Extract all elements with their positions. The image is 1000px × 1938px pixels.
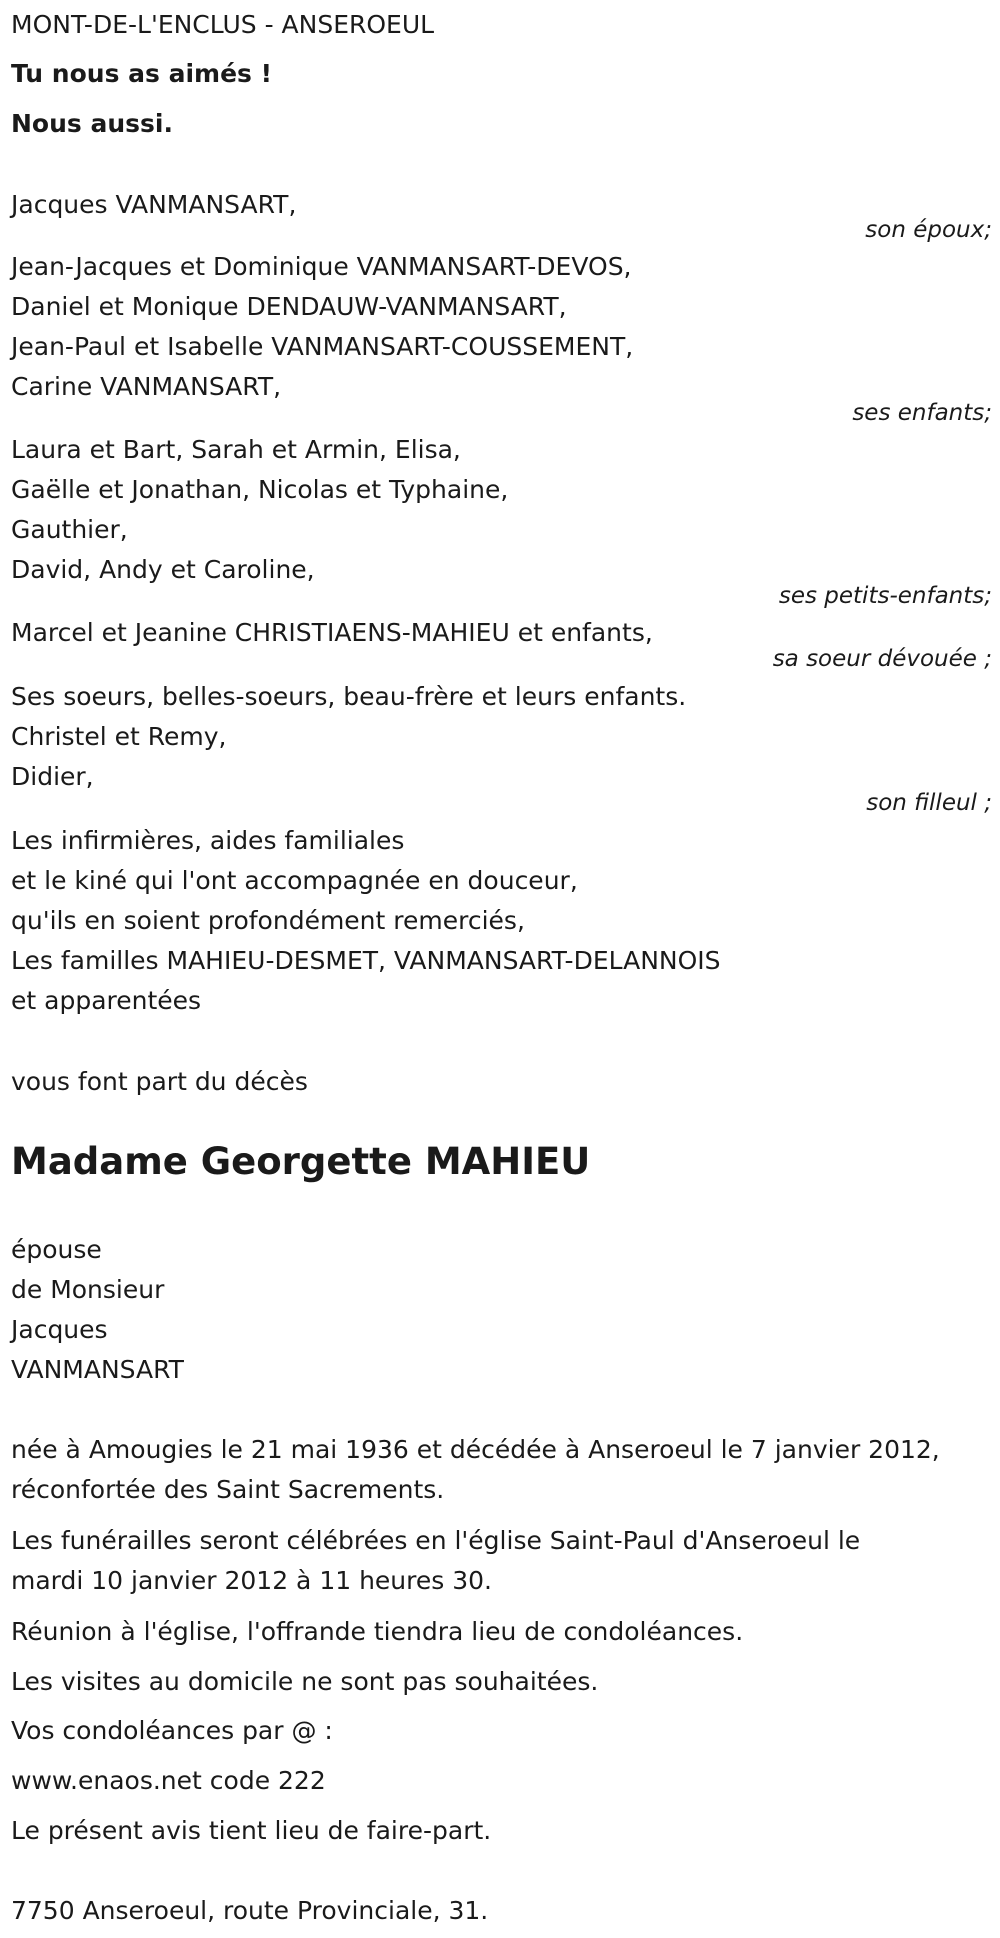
others-line: et le kiné qui l'ont accompagnée en douceur, (11, 866, 578, 895)
birth-death-line: née à Amougies le 21 mai 1936 et décédée à Anseroeul le 7 janvier 2012, (11, 1435, 940, 1464)
location-header: MONT-DE-L'ENCLUS - ANSEROEUL (11, 10, 435, 39)
condolences-label: Vos condoléances par @ : (11, 1716, 333, 1745)
announcement-text: vous font part du décès (11, 1067, 308, 1096)
spouse-of-line: Jacques (11, 1315, 108, 1344)
spouse-of-line: épouse (11, 1235, 102, 1264)
spouse-name: Jacques VANMANSART, (11, 190, 297, 219)
condolences-website: www.enaos.net code 222 (11, 1766, 326, 1795)
child-line: Carine VANMANSART, (11, 372, 282, 401)
grandchild-line: Gauthier, (11, 515, 128, 544)
others-line: Les infirmières, aides familiales (11, 826, 405, 855)
relatives-line: Didier, (11, 762, 94, 791)
child-line: Jean-Paul et Isabelle VANMANSART-COUSSEMENT, (11, 332, 634, 361)
godson-role: son filleul ; (866, 790, 992, 816)
spouse-of-line: VANMANSART (11, 1355, 184, 1384)
address-text: 7750 Anseroeul, route Provinciale, 31. (11, 1896, 489, 1925)
others-line: qu'ils en soient profondément remerciés, (11, 906, 525, 935)
children-role: ses enfants; (852, 400, 992, 426)
spouse-of-line: de Monsieur (11, 1275, 165, 1304)
grandchild-line: David, Andy et Caroline, (11, 555, 315, 584)
funeral-line: Les funérailles seront célébrées en l'église Saint-Paul d'Anseroeul le (11, 1526, 861, 1555)
relatives-line: Christel et Remy, (11, 722, 227, 751)
grandchild-line: Laura et Bart, Sarah et Armin, Elisa, (11, 435, 461, 464)
birth-death-line: réconfortée des Saint Sacrements. (11, 1475, 445, 1504)
spouse-role: son époux; (865, 217, 992, 243)
others-line: et apparentées (11, 986, 202, 1015)
relatives-line: Ses soeurs, belles-soeurs, beau-frère et leurs enfants. (11, 682, 687, 711)
child-line: Jean-Jacques et Dominique VANMANSART-DEVOS, (11, 252, 632, 281)
grandchildren-role: ses petits-enfants; (778, 583, 992, 609)
motto-line-1: Tu nous as aimés ! (11, 59, 273, 88)
sister-role: sa soeur dévouée ; (772, 646, 992, 672)
child-line: Daniel et Monique DENDAUW-VANMANSART, (11, 292, 567, 321)
others-line: Les familles MAHIEU-DESMET, VANMANSART-DELANNOIS (11, 946, 721, 975)
sister-line: Marcel et Jeanine CHRISTIAENS-MAHIEU et enfants, (11, 618, 653, 647)
deceased-name: Madame Georgette MAHIEU (11, 1140, 591, 1183)
funeral-line: mardi 10 janvier 2012 à 11 heures 30. (11, 1566, 492, 1595)
grandchild-line: Gaëlle et Jonathan, Nicolas et Typhaine, (11, 475, 509, 504)
reunion-text: Réunion à l'église, l'offrande tiendra lieu de condoléances. (11, 1617, 744, 1646)
notice-text: Le présent avis tient lieu de faire-part. (11, 1816, 492, 1845)
motto-line-2: Nous aussi. (11, 109, 173, 138)
visits-text: Les visites au domicile ne sont pas souhaitées. (11, 1667, 599, 1696)
